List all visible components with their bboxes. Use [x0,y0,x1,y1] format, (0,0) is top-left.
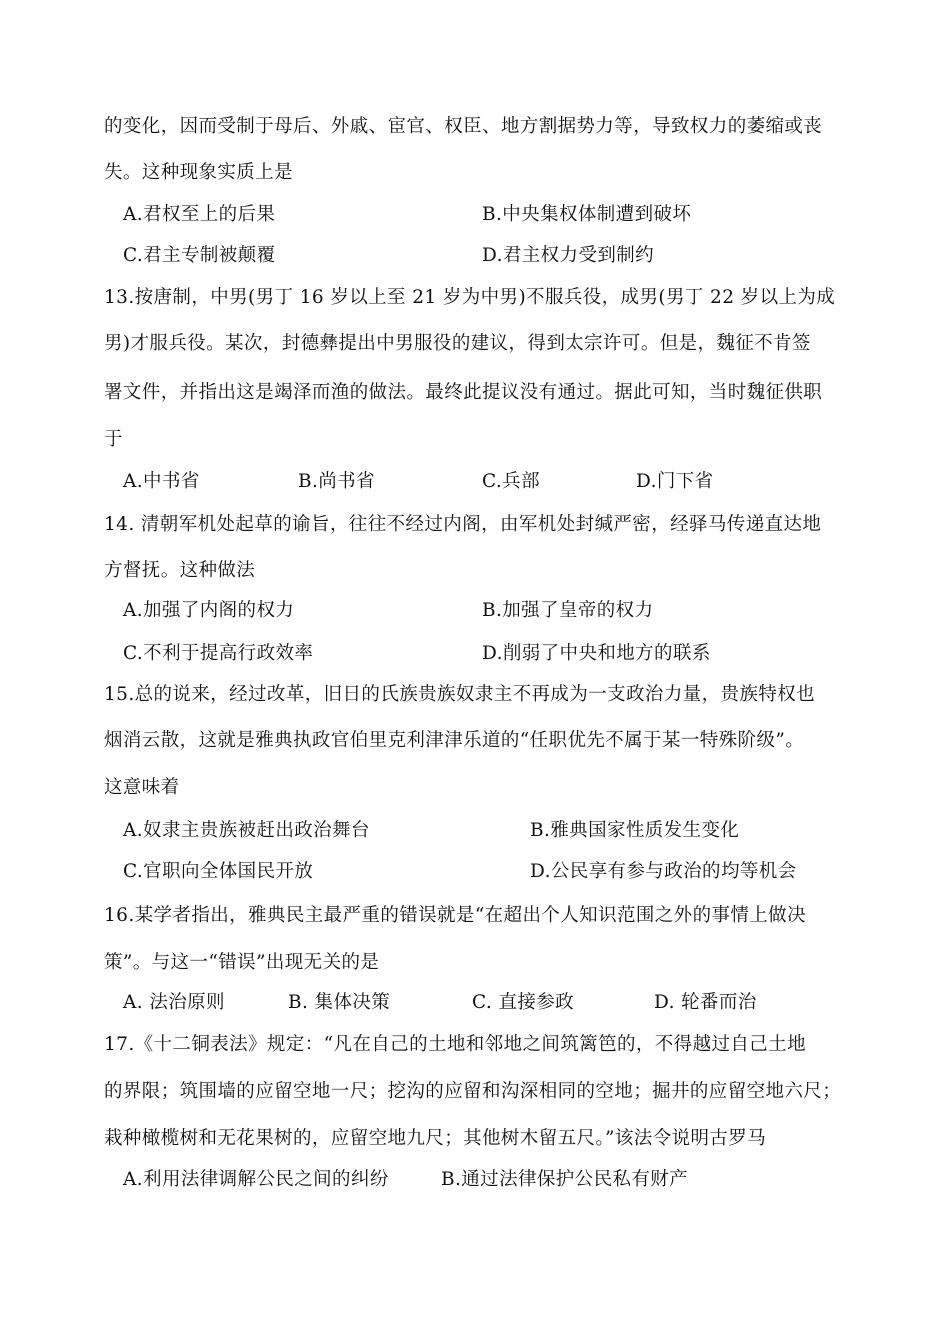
q13-option-c: C.兵部 [482,471,540,492]
q14-option-c: C.不利于提高行政效率 [123,643,314,664]
q12-option-d: D.君主权力受到制约 [482,245,655,266]
q17-option-b: B.通过法律保护公民私有财产 [441,1169,689,1190]
q17-option-a: A.利用法律调解公民之间的纠纷 [123,1169,389,1190]
q16-option-d: D. 轮番而治 [654,992,757,1013]
q14-stem-line-1: 14. 清朝军机处起草的谕旨，往往不经过内阁，由军机处封缄严密，经驿马传递直达地 [104,514,822,535]
q12-stem-line-1: 的变化，因而受制于母后、外戚、宦官、权臣、地方割据势力等，导致权力的萎缩或丧 [104,116,823,137]
q13-stem-line-1: 13.按唐制，中男(男丁 16 岁以上至 21 岁为中男)不服兵役，成男(男丁 22 岁以上为成 [104,287,836,308]
q13-option-d: D.门下省 [636,471,714,492]
q12-option-b: B.中央集权体制遭到破坏 [482,204,692,225]
q16-option-b: B. 集体决策 [288,992,391,1013]
q14-stem-line-2: 方督抚。这种做法 [104,560,256,581]
q16-stem-line-2: 策”。与这一“错误”出现无关的是 [104,952,380,973]
q17-stem-line-3: 栽种橄榄树和无花果树的，应留空地九尺；其他树木留五尺。”该法令说明古罗马 [104,1128,767,1149]
q15-option-d: D.公民享有参与政治的均等机会 [530,861,797,882]
q15-stem-line-3: 这意味着 [104,777,180,798]
q16-stem-line-1: 16.某学者指出，雅典民主最严重的错误就是“在超出个人知识范围之外的事情上做决 [104,905,806,926]
q16-option-c: C. 直接参政 [472,992,575,1013]
q14-option-a: A.加强了内阁的权力 [123,600,295,621]
q13-option-a: A.中书省 [123,471,200,492]
q15-stem-line-1: 15.总的说来，经过改革，旧日的氏族贵族奴隶主不再成为一支政治力量，贵族特权也 [104,684,816,705]
q15-option-c: C.官职向全体国民开放 [123,861,314,882]
q13-stem-line-2: 男)才服兵役。某次，封德彝提出中男服役的建议，得到太宗许可。但是，魏征不肯签 [104,333,811,354]
q14-option-b: B.加强了皇帝的权力 [482,600,654,621]
q13-stem-line-3: 署文件，并指出这是竭泽而渔的做法。最终此提议没有通过。据此可知，当时魏征供职 [104,382,823,403]
q13-stem-line-4: 于 [104,429,123,450]
q12-option-a: A.君权至上的后果 [123,204,276,225]
q16-option-a: A. 法治原则 [123,992,225,1013]
q17-stem-line-1: 17.《十二铜表法》规定：“凡在自己的土地和邻地之间筑篱笆的，不得越过自己土地 [104,1034,806,1055]
q15-stem-line-2: 烟消云散，这就是雅典执政官伯里克利津津乐道的“任职优先不属于某一特殊阶级”。 [104,730,805,751]
q15-option-b: B.雅典国家性质发生变化 [530,820,740,841]
q12-stem-line-2: 失。这种现象实质上是 [104,162,294,183]
q15-option-a: A.奴隶主贵族被赶出政治舞台 [123,820,370,841]
q14-option-d: D.削弱了中央和地方的联系 [482,643,711,664]
q12-option-c: C.君主专制被颠覆 [123,245,276,266]
q13-option-b: B.尚书省 [298,471,375,492]
q17-stem-line-2: 的界限；筑围墙的应留空地一尺；挖沟的应留和沟深相同的空地；掘井的应留空地六尺； [104,1081,842,1102]
